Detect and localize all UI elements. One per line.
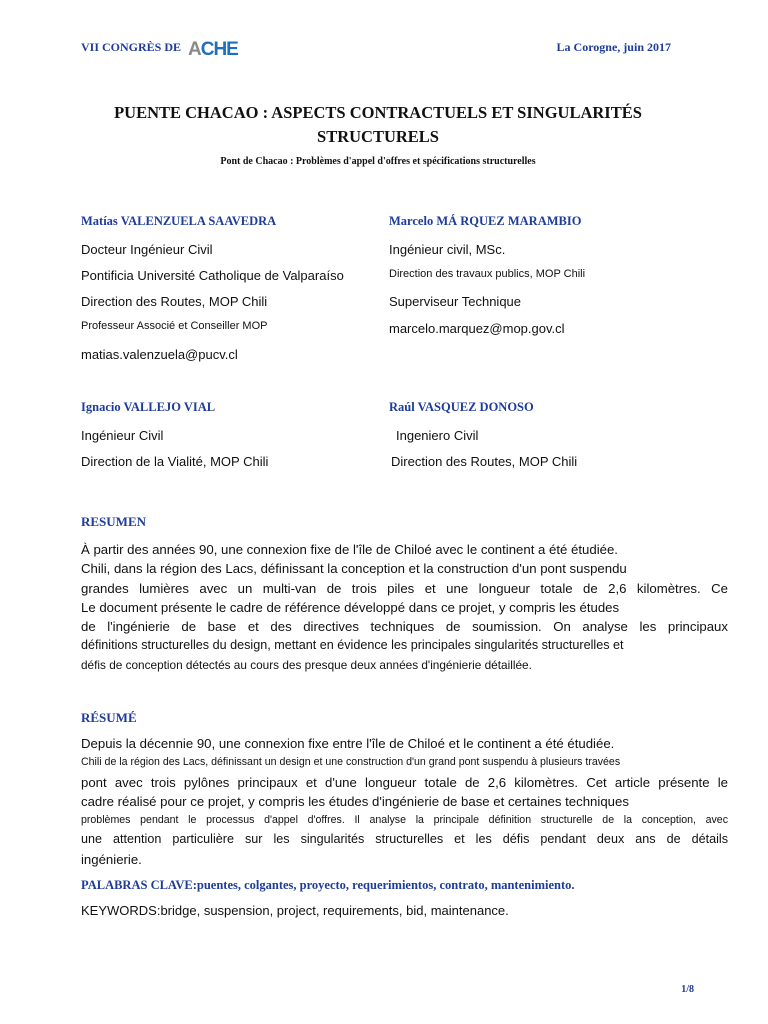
page-number: 1/8: [681, 984, 694, 995]
resume-line: pont avec trois pylônes principaux et d'une longueur totale de 2,6 kilomètres. Cet article présente le: [81, 774, 728, 790]
author-1-email: matias.valenzuela@pucv.cl: [81, 347, 238, 362]
author-2-line: Ingénieur civil, MSc.: [389, 242, 506, 257]
paper-title: [70, 101, 686, 149]
author-4-line: Direction des Routes, MOP Chili: [391, 454, 578, 469]
svg-text:ACHE: ACHE: [188, 39, 238, 59]
title-line-1: PUENTE CHACAO : ASPECTS CONTRACTUELS ET SINGULARITÉS: [114, 103, 642, 122]
resumen-line: de l'ingénierie de base et des directives techniques de soumission. On analyse les principaux: [81, 619, 728, 635]
resume-line: cadre réalisé pour ce projet, y compris les études d'ingénierie de base et certaines techniques: [81, 793, 629, 809]
keywords-spanish: PALABRAS CLAVE:puentes, colgantes, proyecto, requerimientos, contrato, mantenimiento.: [81, 878, 575, 892]
author-1-line: Docteur Ingénieur Civil: [81, 242, 213, 257]
author-2-line: Direction des travaux publics, MOP Chili: [389, 268, 586, 280]
author-3-line: Direction de la Vialité, MOP Chili: [81, 454, 269, 469]
congress-location-date: La Corogne, juin 2017: [556, 40, 671, 54]
resume-heading: RÉSUMÉ: [81, 710, 137, 725]
resume-line: ingénierie.: [81, 851, 142, 867]
resumen-line: définitions structurelles du design, mettant en évidence les principales singularités structurelles et: [81, 638, 624, 653]
author-2-line: Superviseur Technique: [389, 294, 522, 309]
author-name-4: Raúl VASQUEZ DONOSO: [389, 400, 534, 414]
resume-paragraph: [81, 734, 728, 869]
resumen-heading: RESUMEN: [81, 514, 147, 529]
resumen-line: Chili, dans la région des Lacs, définissant la conception et la construction d'un pont suspendu: [81, 561, 627, 577]
resume-line: Depuis la décennie 90, une connexion fixe entre l'île de Chiloé et le continent a été étudiée.: [81, 736, 615, 751]
resumen-line: À partir des années 90, une connexion fixe de l'île de Chiloé avec le continent a été étudiée.: [81, 542, 618, 557]
author-1-line: Direction des Routes, MOP Chili: [81, 294, 268, 309]
author-2-email: marcelo.marquez@mop.gov.cl: [389, 321, 565, 336]
resumen-line: Le document présente le cadre de référence développé dans ce projet, y compris les études: [81, 599, 620, 615]
title-line-2: STRUCTURELS: [317, 127, 439, 146]
resume-line: problèmes pendant le processus d'appel d'offres. Il analyse la principale définition structurelle de la conception, avec: [81, 814, 728, 827]
author-1-line: Professeur Associé et Conseiller MOP: [81, 320, 268, 332]
author-name-1: Matías VALENZUELA SAAVEDRA: [81, 214, 277, 228]
keywords-english: KEYWORDS:bridge, suspension, project, requirements, bid, maintenance.: [81, 903, 509, 918]
resumen-line: défis de conception détectés au cours des presque deux années d'ingénierie détaillée.: [81, 657, 532, 672]
congress-label: VII CONGRÈS DE: [81, 40, 182, 54]
author-name-2: Marcelo MÁ RQUEZ MARAMBIO: [389, 214, 582, 228]
resume-line: une attention particulière sur les singularités structurelles et les défis pendant deux ans de détails: [81, 832, 728, 847]
paper-subtitle: Pont de Chacao : Problèmes d'appel d'offres et spécifications structurelles: [220, 156, 536, 167]
resume-line: Chili de la région des Lacs, définissant un design et une construction d'un grand pont suspendu à plusieurs travées: [81, 756, 621, 769]
author-4-line: Ingeniero Civil: [396, 428, 479, 443]
author-3-line: Ingénieur Civil: [81, 428, 164, 443]
resumen-paragraph: [81, 540, 728, 675]
resumen-line: grandes lumières avec un multi-van de trois piles et une longueur totale de 2,6 kilomètres. Ce: [81, 580, 728, 596]
ache-logo: [187, 37, 247, 59]
author-1-line: Pontificia Université Catholique de Valparaíso: [81, 268, 344, 283]
author-name-3: Ignacio VALLEJO VIAL: [81, 400, 216, 414]
